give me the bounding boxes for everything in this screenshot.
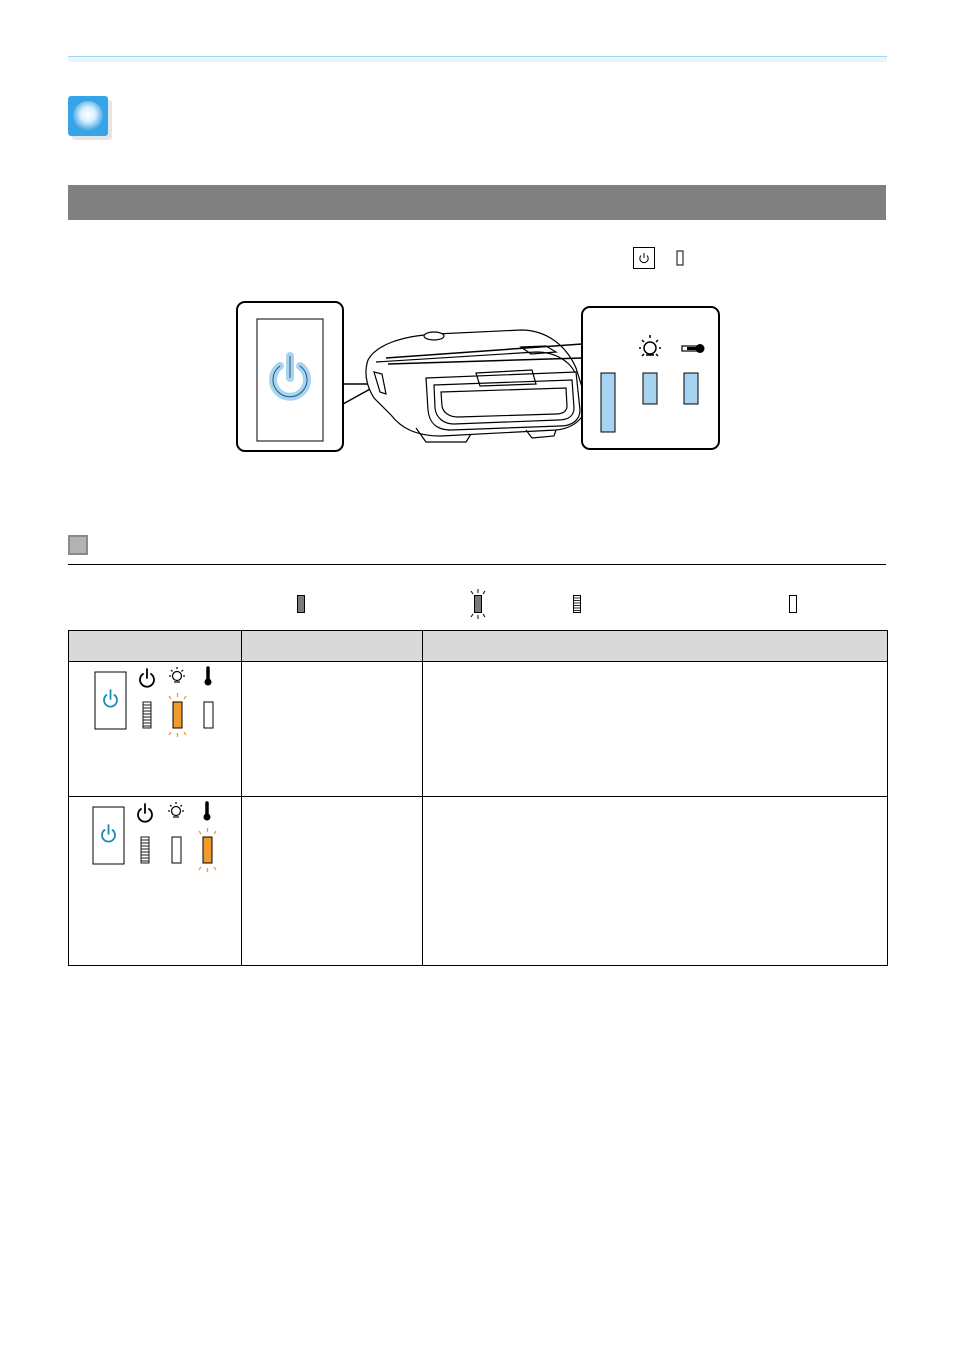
power-status-varies: [143, 702, 151, 728]
table-row: [69, 797, 888, 966]
header-remedy: [423, 631, 888, 662]
temp-indicator: [684, 373, 698, 404]
remedy-cell: [423, 662, 888, 797]
table-row: [69, 662, 888, 797]
chapter-bullet-icon: [68, 96, 112, 140]
header-indicator-status: [69, 631, 242, 662]
lamp-off: [172, 837, 181, 863]
temperature-icon: [205, 668, 212, 686]
sub-heading-marker: [68, 535, 88, 555]
indicator-state-cell: [69, 662, 242, 797]
power-button-panel: [95, 672, 126, 729]
status-varies-icon: [572, 594, 582, 614]
remedy-cell: [423, 797, 888, 966]
indicator-state-cell: [69, 797, 242, 966]
sub-heading-rule: [68, 564, 886, 565]
lit-indicator-icon: [296, 594, 306, 614]
temp-off: [204, 702, 213, 728]
power-symbol-icon: [138, 804, 152, 822]
header-cause: [242, 631, 423, 662]
cause-cell: [242, 662, 423, 797]
power-key-icon: [633, 247, 655, 269]
lamp-icon: [169, 667, 185, 682]
indicator-icon: [676, 250, 684, 266]
power-button-panel: [93, 807, 124, 864]
temp-flashing-orange: [199, 828, 216, 872]
lamp-error-indicators: [69, 662, 219, 742]
power-indicator: [601, 373, 615, 432]
lamp-icon: [168, 802, 184, 817]
flashing-indicator-icon: [467, 588, 489, 620]
section-heading-bar: [68, 185, 886, 220]
lamp-flashing-orange: [169, 693, 186, 737]
table-header-row: [69, 631, 888, 662]
indicator-status-table: [68, 630, 888, 966]
cause-cell: [242, 797, 423, 966]
temperature-error-indicators: [69, 797, 219, 877]
lamp-indicator: [643, 373, 657, 404]
off-indicator-icon: [788, 594, 798, 614]
power-status-varies: [141, 837, 149, 863]
power-symbol-icon: [140, 669, 154, 687]
header-rule: [68, 56, 887, 62]
temperature-icon: [204, 803, 211, 821]
projector-indicator-figure: [236, 300, 720, 452]
